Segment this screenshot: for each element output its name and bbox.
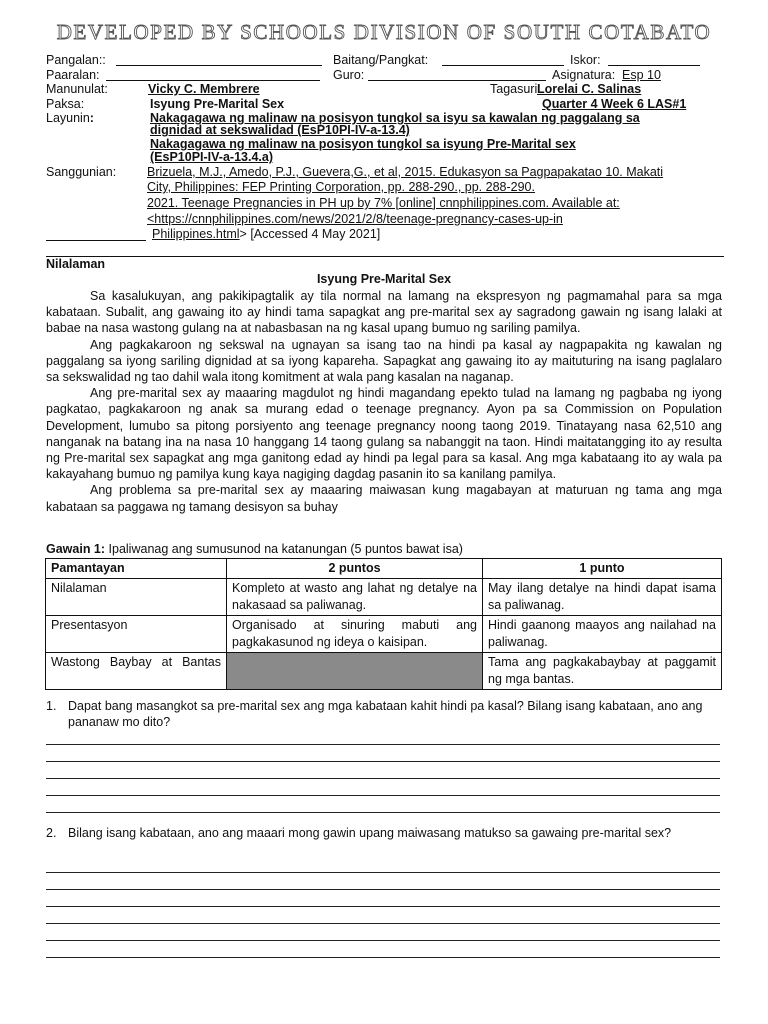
rubric-header-row [46,559,722,579]
nilalaman-label: Nilalaman [46,257,106,271]
answer-line[interactable] [46,957,720,958]
question-2 [46,825,722,841]
rubric-cell: Kompleto at wasto ang lahat ng detalye na nakasaad sa paliwanag. [227,579,483,616]
manunulat-value: Vicky C. Membrere [148,82,260,96]
rubric-header: 1 punto [483,559,722,579]
answer-line[interactable] [46,744,720,745]
quarter-label: Quarter 4 Week 6 LAS#1 [542,97,687,111]
gawain-heading [46,542,463,556]
rubric-cell: Presentasyon [46,616,227,653]
paragraph-1: Sa kasalukuyan, ang pakikipagtalik ay tila normal na lamang na ekspresyon ng pagmamahal para sa mga kabataan. Subalit, ang gawaing ito ay hindi tama sapagkat ang pre-marital sex ay sagradong gawain ng isang lalaki at babae na nasa wastong gulang na at nabasbasan na ng kasal upang bumuo ng sariling pamilya. [46,289,722,336]
rubric-cell: Organisado at sinuring mabuti ang pagkakasunod ng ideya o kaisipan. [227,616,483,653]
asignatura-value: Esp 10 [622,68,661,82]
layunin-2a: Nakagagawa ng malinaw na posisyon tungkol sa isyung Pre-Marital sex [150,137,576,151]
answer-line[interactable] [46,923,720,924]
answer-line[interactable] [46,889,720,890]
iskor-field[interactable] [608,65,700,66]
reference-link[interactable]: <https://cnnphilippines.com/news/2021/2/8/teenage-pregnancy-cases-up-in [147,212,563,226]
answer-line[interactable] [46,761,720,762]
rubric-cell: Nilalaman [46,579,227,616]
baitang-field[interactable] [442,65,564,66]
answer-line[interactable] [46,940,720,941]
iskor-label: Iskor: [570,53,601,67]
table-row [46,653,722,690]
reference-line-2: City, Philippines: FEP Printing Corporation, pp. 288-290., pp. 288-290. [147,180,535,194]
answer-line[interactable] [46,778,720,779]
answer-line[interactable] [46,812,720,813]
answer-line[interactable] [46,872,720,873]
layunin-1a: Nakagagawa ng malinaw na posisyon tungkol sa isyu sa kawalan ng paggalang sa [150,111,640,125]
reference-underline [46,240,146,241]
rubric-header: Pamantayan [46,559,227,579]
asignatura-label: Asignatura: [552,68,616,82]
guro-field[interactable] [368,80,546,81]
rubric-cell-empty [227,653,483,690]
question-number: 1. [46,699,57,713]
table-row [46,579,722,616]
question-number: 2. [46,826,57,840]
guro-label: Guro: [333,68,365,82]
layunin-2b: (EsP10PI-IV-a-13.4.a) [150,150,273,164]
division-banner: DEVELOPED BY SCHOOLS DIVISION OF SOUTH COTABATO [56,20,712,44]
rubric-table [45,558,722,690]
paaralan-field[interactable] [106,80,320,81]
question-1 [46,698,722,730]
question-text: Dapat bang masangkot sa pre-marital sex ang mga kabataan kahit hindi pa kasal? Bilang isang kabataan, ano ang pananaw mo dito? [68,699,703,729]
layunin-label: Layunin [46,111,90,125]
rubric-cell: Tama ang pagkakabaybay at paggamit ng mga bantas. [483,653,722,690]
rubric-cell: Wastong Baybay at Bantas [46,653,227,690]
question-text: Bilang isang kabataan, ano ang maaari mong gawin upang maiwasang matukso sa gawaing pre-marital sex? [68,826,672,840]
paaralan-label: Paaralan: [46,68,100,82]
layunin-1b: dignidad at sekswalidad (EsP10PI-IV-a-13.4) [150,123,410,137]
gawain-label: Gawain 1: [46,542,106,556]
baitang-label: Baitang/Pangkat: [333,53,429,67]
rubric-cell: Hindi gaanong maayos ang nailahad na paliwanag. [483,616,722,653]
reference-accessed: > [Accessed 4 May 2021] [239,227,381,241]
header-divider [46,256,724,257]
paksa-value: Isyung Pre-Marital Sex [150,97,285,111]
sanggunian-label: Sanggunian: [46,165,117,179]
answer-line[interactable] [46,906,720,907]
layunin-label-wrap: Layunin: [46,111,94,125]
table-row [46,616,722,653]
gawain-instruction: Ipaliwanag ang sumusunod na katanungan (5 puntos bawat isa) [108,542,463,556]
answer-line[interactable] [46,795,720,796]
paksa-label: Paksa: [46,97,85,111]
nilalaman-title: Isyung Pre-Marital Sex [316,272,452,286]
tagasuri-label: Tagasuri: [490,82,541,96]
reference-line-1: Brizuela, M.J., Amedo, P.J., Guevera,G., et al, 2015. Edukasyon sa Pagpapakatao 10. Makati [147,165,664,179]
reference-link-end[interactable]: Philippines.html [152,227,240,241]
rubric-header: 2 puntos [227,559,483,579]
paragraph-3: Ang pre-marital sex ay maaaring magdulot ng hindi magandang epekto tulad na lamang ng pagbaba ng iyong pagkatao, pagkakaroon ng anak sa murang edad o teenage pregnancy. Ayon pa sa Commission on Population Development, lumubo sa pitong porsiyento ang teenage pregnancy noong taong 2019. Tinatayang nasa 62,510 ang nanganak na batang ina na nasa 10 hanggang 14 taong gulang sa nabanggit na taon. Hindi maitatangging ito ay resulta ng Pre-marital sex sapagkat ang mga ganitong edad ay hindi pa legal para sa kasal. Ang mga kabataang ito ay wala pa kakayahang bumuo ng pamilya kung kaya nagiging dagdag pasanin ito sa kanilang pamilya. [46,386,722,482]
pangalan-field[interactable] [116,65,322,66]
tagasuri-value: Lorelai C. Salinas [537,82,642,96]
pangalan-label: Pangalan:: [46,53,106,67]
reference-line-5 [152,227,380,241]
reference-line-3: 2021. Teenage Pregnancies in PH up by 7% [online] cnnphilippines.com. Available at: [147,196,620,210]
rubric-cell: May ilang detalye na hindi dapat isama sa paliwanag. [483,579,722,616]
paragraph-2: Ang pagkakaroon ng sekswal na ugnayan sa isang tao na hindi pa kasal ay nagpapakita ng kawalan ng paggalang sa iyong sariling dignidad at sa iyong kapareha. Sapagkat ang gawaing ito ay maituturing na isang paglalaro sa sekswalidad ng tao dahil wala itong komitment at wala pang kasalan na naganap. [46,337,722,385]
manunulat-label: Manunulat: [46,82,108,96]
paragraph-4: Ang problema sa pre-marital sex ay maaaring maiwasan kung magabayan at maturuan ng tama ang mga kabataan sa paggawa ng tamang desisyon sa buhay [46,483,722,514]
nilalaman-body [46,288,722,515]
